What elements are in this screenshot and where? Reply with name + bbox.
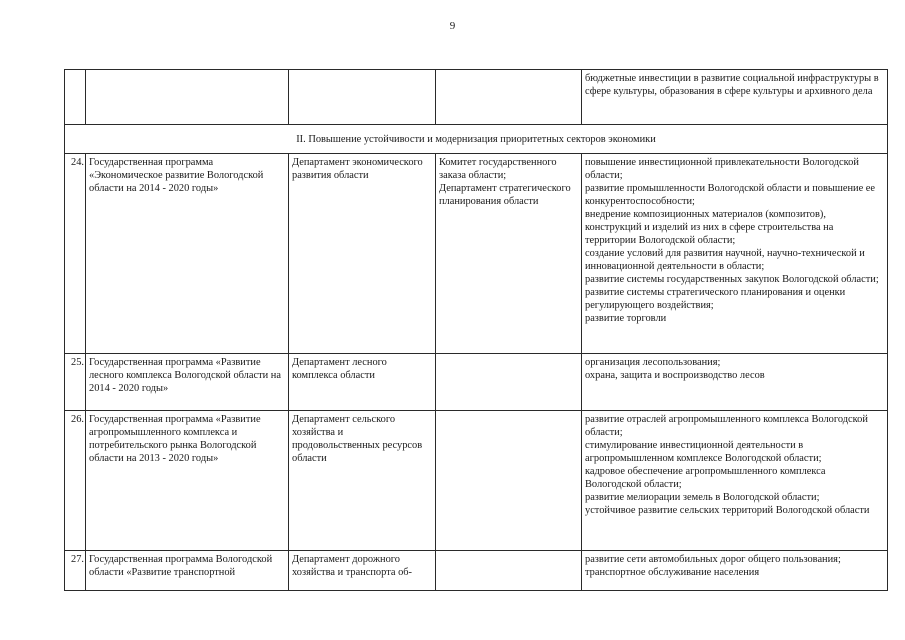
page-number: 9: [449, 20, 456, 32]
goals-cell: [582, 411, 888, 551]
goals-list: [585, 156, 884, 325]
co-executor: Комитет государственного заказа области;: [439, 157, 557, 181]
goal-item: развитие сети автомобильных дорог общего пользования;: [585, 554, 841, 565]
co-executors-cell: [436, 154, 582, 354]
goal-item: развитие мелиорации земель в Вологодской области;: [585, 492, 820, 503]
goal-item: транспортное обслуживание населения: [585, 567, 760, 578]
program-name: Государственная программа Вологодской области «Развитие транспортной: [86, 551, 289, 591]
row-number: 24.: [65, 154, 86, 354]
goal-item: развитие системы государственных закупок Вологодской области;: [585, 274, 879, 285]
row-number: 26.: [65, 411, 86, 551]
table-row: [65, 70, 888, 125]
program-name: Государственная программа «Экономическое развитие Вологодской области на 2014 - 2020 годы»: [86, 154, 289, 354]
goal-item: повышение инвестиционной привлекательности Вологодской области;: [585, 157, 859, 181]
goals-list: [585, 72, 884, 98]
goals-list: [585, 413, 884, 517]
co-executors-cell: [436, 551, 582, 591]
goal-item: развитие промышленности Вологодской области и повышение ее конкурентоспособности;: [585, 183, 876, 207]
goals-list: [585, 553, 884, 579]
table-row: [65, 551, 888, 591]
row-number-cell: [65, 70, 86, 125]
goal-item: внедрение композиционных материалов (композитов), конструкций и изделий из них в сфере строительства на территории Вологодской области;: [585, 209, 834, 246]
goals-list: [585, 356, 884, 382]
goal-item: развитие отраслей агропромышленного комплекса Вологодской области;: [585, 414, 868, 438]
goal-item: стимулирование инвестиционной деятельности в агропромышленном комплексе Вологодской области;: [585, 440, 822, 464]
goal-item: устойчивое развитие сельских территорий Вологодской области: [585, 505, 870, 516]
goals-cell: [582, 70, 888, 125]
co-executors-cell: [436, 354, 582, 411]
goal-item: охрана, защита и воспроизводство лесов: [585, 370, 765, 381]
table-row: [65, 411, 888, 551]
section-row: [65, 125, 888, 154]
responsible-executor: Департамент экономического развития области: [289, 154, 436, 354]
goals-cell: [582, 154, 888, 354]
goals-cell: [582, 354, 888, 411]
program-name: Государственная программа «Развитие агропромышленного комплекса и потребительского рынка Вологодской области на 2013 - 2020 годы»: [86, 411, 289, 551]
programs-table: [64, 69, 888, 591]
table-row: [65, 154, 888, 354]
goals-cell: [582, 551, 888, 591]
responsible-executor: Департамент дорожного хозяйства и транспорта об-: [289, 551, 436, 591]
goal-item: кадровое обеспечение агропромышленного комплекса Вологодской области;: [585, 466, 826, 490]
goal-item: бюджетные инвестиции в развитие социальной инфраструктуры в сфере культуры, образования в сфере культуры и архивного дела: [585, 73, 879, 97]
co-executors-cell: [436, 70, 582, 125]
table-row: [65, 354, 888, 411]
goal-item: развитие системы стратегического планирования и оценки регулирующего воздействия;: [585, 287, 846, 311]
row-number: 27.: [65, 551, 86, 591]
goal-item: организация лесопользования;: [585, 357, 721, 368]
responsible-executor: Департамент лесного комплекса области: [289, 354, 436, 411]
program-name: Государственная программа «Развитие лесного комплекса Вологодской области на 2014 - 2020 годы»: [86, 354, 289, 411]
co-executor: Департамент стратегического планирования области: [439, 183, 571, 207]
responsible-cell: [289, 70, 436, 125]
row-number: 25.: [65, 354, 86, 411]
goal-item: развитие торговли: [585, 313, 667, 324]
section-heading: II. Повышение устойчивости и модернизация приоритетных секторов экономики: [65, 125, 888, 154]
co-executors-cell: [436, 411, 582, 551]
program-cell: [86, 70, 289, 125]
responsible-executor: Департамент сельского хозяйства и продовольственных ресурсов области: [289, 411, 436, 551]
goal-item: создание условий для развития научной, научно-технической и инновационной деятельности в области;: [585, 248, 865, 272]
